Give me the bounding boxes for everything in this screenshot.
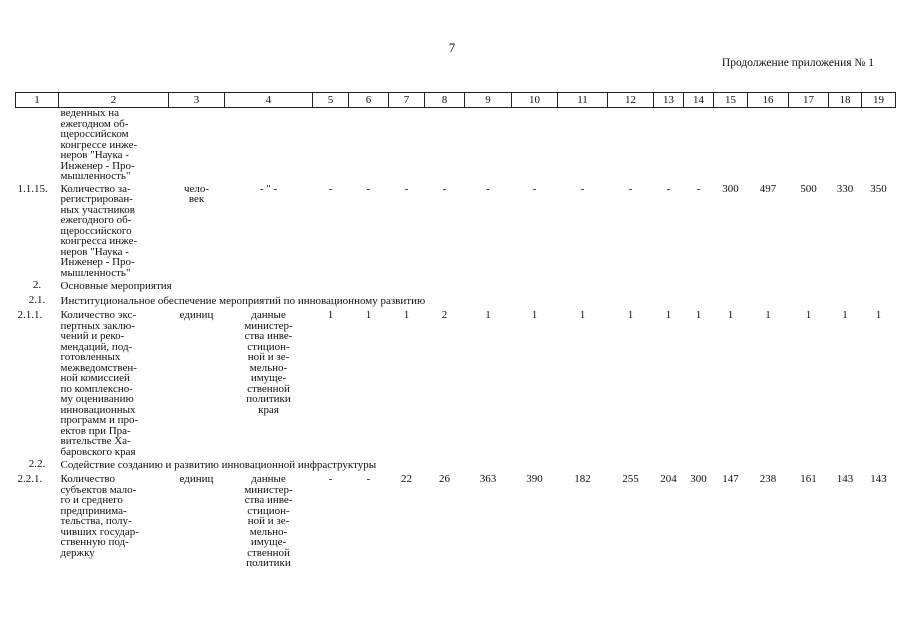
indicators-table: [15, 92, 896, 569]
table-row: [16, 108, 896, 182]
column-header: 5: [313, 93, 349, 108]
value-cell: 330: [836, 182, 854, 195]
value-cell: 1: [327, 309, 334, 321]
value-cell: 143: [836, 473, 854, 485]
column-header: 17: [789, 93, 829, 108]
header-row: [16, 93, 896, 108]
value-cell: -: [328, 182, 333, 195]
column-header: 2: [59, 93, 169, 108]
value-cell: 1: [805, 309, 812, 321]
column-header: 8: [425, 93, 465, 108]
table-row: [16, 308, 896, 457]
value-cell: 182: [574, 473, 591, 485]
value-cell: 1: [695, 309, 702, 321]
value-cell: 1: [665, 309, 672, 321]
value-cell: 238: [759, 473, 777, 485]
row-code: 1.1.15.: [17, 182, 48, 195]
value-cell: 300: [722, 182, 739, 195]
value-cell: 26: [439, 473, 450, 485]
value-cell: -: [366, 182, 371, 195]
value-cell: 1: [531, 309, 538, 321]
value-cell: 22: [401, 473, 412, 485]
value-cell: -: [442, 182, 447, 195]
page-number: 7: [448, 40, 456, 55]
value-cell: 363: [479, 473, 497, 485]
section-code: 2.1.: [28, 294, 46, 306]
value-cell: 147: [722, 473, 739, 485]
indicator-description: Количество экс- пертных заклю- чений и реко- мендаций, под- готовленных межведомствен- ной комиссией по комплексно- му оцениванию инновационных программ и про- ектов при Пра- вительстве Ха- баровского края: [60, 309, 139, 458]
column-header: 6: [349, 93, 389, 108]
value-cell: 497: [759, 182, 777, 195]
value-cell: -: [404, 182, 409, 195]
value-cell: 1: [579, 309, 586, 321]
section-row: [16, 293, 896, 308]
column-header: 19: [862, 93, 896, 108]
value-cell: -: [328, 473, 333, 485]
column-header: 15: [714, 93, 748, 108]
value-cell: 390: [526, 473, 543, 485]
value-cell: -: [628, 182, 633, 195]
column-header: 10: [512, 93, 558, 108]
source-cell: данные министер- ства инве- стицион- ной и зе- мельно- имуще- ственной политики края: [244, 309, 293, 416]
indicator-description: Количество субъектов мало- го и среднего предпринима- тельства, полу- чивших государ- ственную под- держку: [60, 473, 139, 559]
column-header: 3: [169, 93, 225, 108]
source-cell: - " -: [259, 182, 278, 195]
value-cell: 1: [485, 309, 491, 321]
section-code: 2.2.: [28, 458, 46, 470]
column-header: 4: [225, 93, 313, 108]
source-cell: данные министер- ства инве- стицион- ной и зе- мельно- имуще- ственной политики: [244, 473, 293, 569]
value-cell: 1: [627, 309, 634, 321]
value-cell: 255: [622, 473, 639, 485]
column-header: 14: [684, 93, 714, 108]
value-cell: 1: [403, 309, 410, 321]
section-title: Содействие созданию и развитию инновационной инфраструктуры: [60, 459, 377, 471]
value-cell: -: [486, 182, 490, 195]
column-header: 1: [16, 93, 59, 108]
section-row: [16, 457, 896, 472]
value-cell: 1: [842, 309, 848, 321]
unit-cell: чело- век: [183, 182, 210, 205]
value-cell: 161: [800, 473, 817, 485]
table-row: [16, 182, 896, 279]
continuation-caption: Продолжение приложения № 1: [721, 57, 874, 69]
section-row: [16, 278, 896, 293]
value-cell: -: [580, 182, 585, 195]
row-code: 2.2.1.: [17, 473, 43, 485]
value-cell: 1: [765, 309, 771, 321]
row-code: 2.1.1.: [17, 309, 43, 321]
value-cell: 350: [870, 182, 887, 195]
column-header: 9: [465, 93, 512, 108]
value-cell: 300: [690, 473, 707, 485]
value-cell: -: [366, 473, 371, 485]
column-header: 7: [389, 93, 425, 108]
column-header: 12: [608, 93, 654, 108]
value-cell: 1: [365, 309, 372, 321]
indicator-description: веденных на ежегодном об- щероссийском конгрессе инже- неров "Наука - Инженер - Про- мышленность": [60, 107, 138, 182]
value-cell: -: [696, 182, 701, 195]
value-cell: -: [666, 182, 671, 195]
section-code: 2.: [32, 279, 42, 291]
value-cell: 143: [870, 473, 887, 485]
section-title: Основные мероприятия: [60, 280, 172, 292]
value-cell: 204: [660, 473, 677, 485]
column-header: 16: [748, 93, 789, 108]
value-cell: 1: [875, 309, 882, 321]
section-title: Институциональное обеспечение мероприятий по инновационному развитию: [60, 295, 426, 307]
unit-cell: единиц: [179, 309, 214, 321]
value-cell: 2: [441, 309, 448, 321]
value-cell: 1: [727, 309, 734, 321]
indicator-description: Количество за- регистрирован- ных участников ежегодного об- щероссийского конгресса инже- неров "Наука - Инженер - Про- мышленность": [60, 182, 138, 279]
column-header: 18: [829, 93, 862, 108]
value-cell: 500: [800, 182, 817, 195]
table-row: [16, 472, 896, 569]
column-header: 11: [558, 93, 608, 108]
column-header: 13: [654, 93, 684, 108]
unit-cell: единиц: [179, 473, 214, 485]
value-cell: -: [532, 182, 537, 195]
